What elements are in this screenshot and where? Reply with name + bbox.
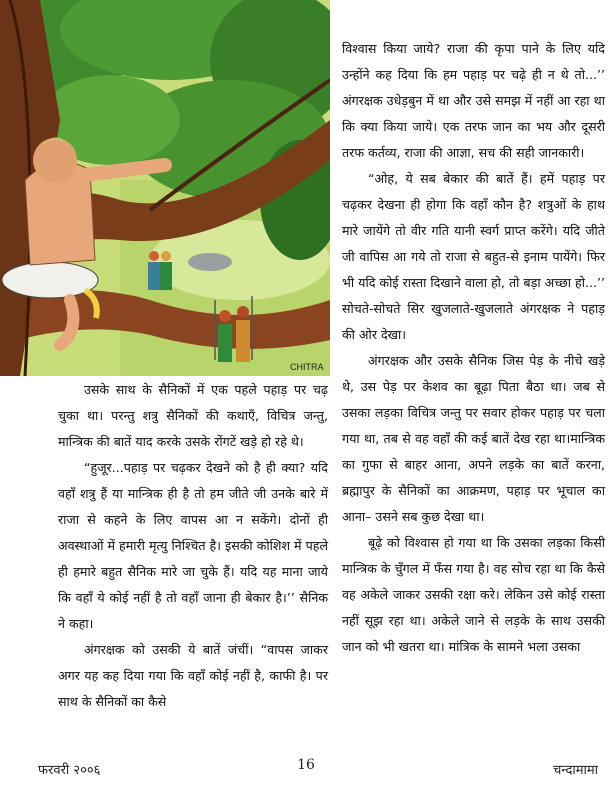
paragraph: “ओह, ये सब बेकार की बातें हैं। हमें पहाड़ पर चढ़कर देखना ही होगा कि वहाँ कौन है? शत्रुओं के हाथ मारे जायेंगे तो वीर गति यानी स्वर्ग प्राप्त करेंगे। यदि जीते जी वापिस आ गये तो राजा से बहुत-से इनाम पायेंगे। फिर भी यदि कोई रास्ता दिखाने वाला हो, तो बड़ा अच्छा हो...’’ सोचते-सोचते सिर खुजलाते-खुजलाते अंगरक्षक ने पहाड़ की ओर देखा। xyxy=(342,171,605,342)
footer-date: फरवरी २००६ xyxy=(38,763,101,778)
right-column xyxy=(342,36,605,660)
paragraph: “हुजूर...पहाड़ पर चढ़कर देखने को है ही क्या? यदि वहाँ शत्रु हैं या मान्त्रिक ही है तो हम जीते जी उनके बारे में राजा से कहने के लिए वापस आ न सकेंगे। दोनों ही अवस्थाओं में हमारी मृत्यु निश्चित है। इसकी कोशिश में पहले ही हमारे बहुत सैनिक मारे जा चुके हैं। यदि यह माना जाये कि वहाँ ये कोई नहीं है तो वहाँ जाना ही बेकार है।’’ सैनिक ने कहा। xyxy=(58,460,328,631)
paragraph: अंगरक्षक और उसके सैनिक जिस पेड़ के नीचे खड़े थे, उस पेड़ पर केशव का बूढ़ा पिता बैठा था। जब से उसका लड़का विचित्र जन्तु पर सवार होकर पहाड़ पर चला गया था, तब से वह वहाँ की कई बातें देख रहा था।मान्त्रिक का गुफा से बाहर आना, अपने लड़के का बातें करना, ब्रह्मापुर के सैनिकों का आक्रमण, पहाड़ पर भूचाल का आना– उसने सब कुछ देखा था। xyxy=(342,353,605,524)
paragraph: अंगरक्षक को उसकी ये बातें जंचीं। “वापस जाकर अगर यह कह दिया गया कि वहाँ कोई नहीं है, काफी है। पर साथ के सैनिकों का कैसे xyxy=(58,642,328,709)
page-number: 16 xyxy=(297,757,315,773)
story-illustration xyxy=(0,0,330,376)
left-column xyxy=(58,377,328,715)
tree-scene-image xyxy=(0,0,330,376)
artist-signature: CHITRA xyxy=(290,362,324,372)
paragraph: उसके साथ के सैनिकों में एक पहले पहाड़ पर चढ़ चुका था। परन्तु शत्रु सैनिकों की कथाएँ, विचित्र जन्तु, मान्त्रिक की बातें याद करके उसके रोंगटें खड़े हो रहे थे। xyxy=(58,382,328,449)
magazine-name: चन्दामामा xyxy=(553,763,598,778)
paragraph: विश्वास किया जाये? राजा की कृपा पाने के लिए यदि उन्होंने कह दिया कि हम पहाड़ पर चढ़े ही न थे तो...’’ अंगरक्षक उधेड़बुन में था और उसे समझ में नहीं आ रहा था कि क्या किया जाये। एक तरफ जान का भय और दूसरी तरफ कर्तव्य, राजा की आज्ञा, सच की सही जानकारी। xyxy=(342,41,605,160)
paragraph: बूढ़े को विश्वास हो गया था कि उसका लड़का किसी मान्त्रिक के चुँगल में फँस गया है। वह सोच रहा था कि कैसे वह अकेले जाकर उसकी रक्षा करे। लेकिन उसे कोई रास्ता नहीं सूझ रहा था। अकेले जाने से लड़के के साथ उसकी जान को भी खतरा था। मांत्रिक के सामने भला उसका xyxy=(342,535,605,654)
